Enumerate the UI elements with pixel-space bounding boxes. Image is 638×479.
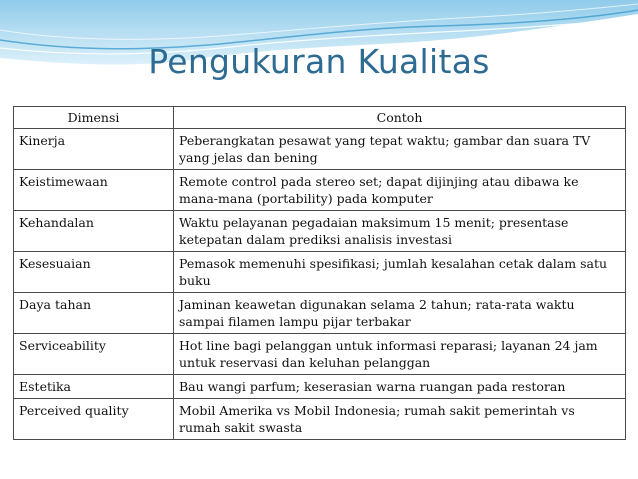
dimension-cell: Keistimewaan: [14, 170, 174, 211]
example-cell: Waktu pelayanan pegadaian maksimum 15 menit; presentase ketepatan dalam prediksi analisis investasi: [174, 211, 626, 252]
table-row: [14, 334, 626, 375]
slide-title: Pengukuran Kualitas: [148, 42, 490, 81]
dimension-cell: Kesesuaian: [14, 252, 174, 293]
dimension-cell: Serviceability: [14, 334, 174, 375]
dimension-cell: Kehandalan: [14, 211, 174, 252]
header-dimensi: Dimensi: [14, 107, 174, 129]
table-row: [14, 252, 626, 293]
table-row: [14, 375, 626, 399]
example-cell: Bau wangi parfum; keserasian warna ruangan pada restoran: [174, 375, 626, 399]
dimension-cell: Daya tahan: [14, 293, 174, 334]
table-row: [14, 293, 626, 334]
table-row: [14, 211, 626, 252]
example-cell: Jaminan keawetan digunakan selama 2 tahun; rata-rata waktu sampai filamen lampu pijar terbakar: [174, 293, 626, 334]
dimension-cell: Kinerja: [14, 129, 174, 170]
table-row: [14, 399, 626, 440]
quality-dimensions-table: [13, 106, 626, 440]
example-cell: Remote control pada stereo set; dapat dijinjing atau dibawa ke mana-mana (portability) pada komputer: [174, 170, 626, 211]
dimension-cell: Estetika: [14, 375, 174, 399]
example-cell: Hot line bagi pelanggan untuk informasi reparasi; layanan 24 jam untuk reservasi dan keluhan pelanggan: [174, 334, 626, 375]
table-header-row: [14, 107, 626, 129]
example-cell: Mobil Amerika vs Mobil Indonesia; rumah sakit pemerintah vs rumah sakit swasta: [174, 399, 626, 440]
example-cell: Peberangkatan pesawat yang tepat waktu; gambar dan suara TV yang jelas dan bening: [174, 129, 626, 170]
dimension-cell: Perceived quality: [14, 399, 174, 440]
table-row: [14, 170, 626, 211]
example-cell: Pemasok memenuhi spesifikasi; jumlah kesalahan cetak dalam satu buku: [174, 252, 626, 293]
header-contoh: Contoh: [174, 107, 626, 129]
table-row: [14, 129, 626, 170]
